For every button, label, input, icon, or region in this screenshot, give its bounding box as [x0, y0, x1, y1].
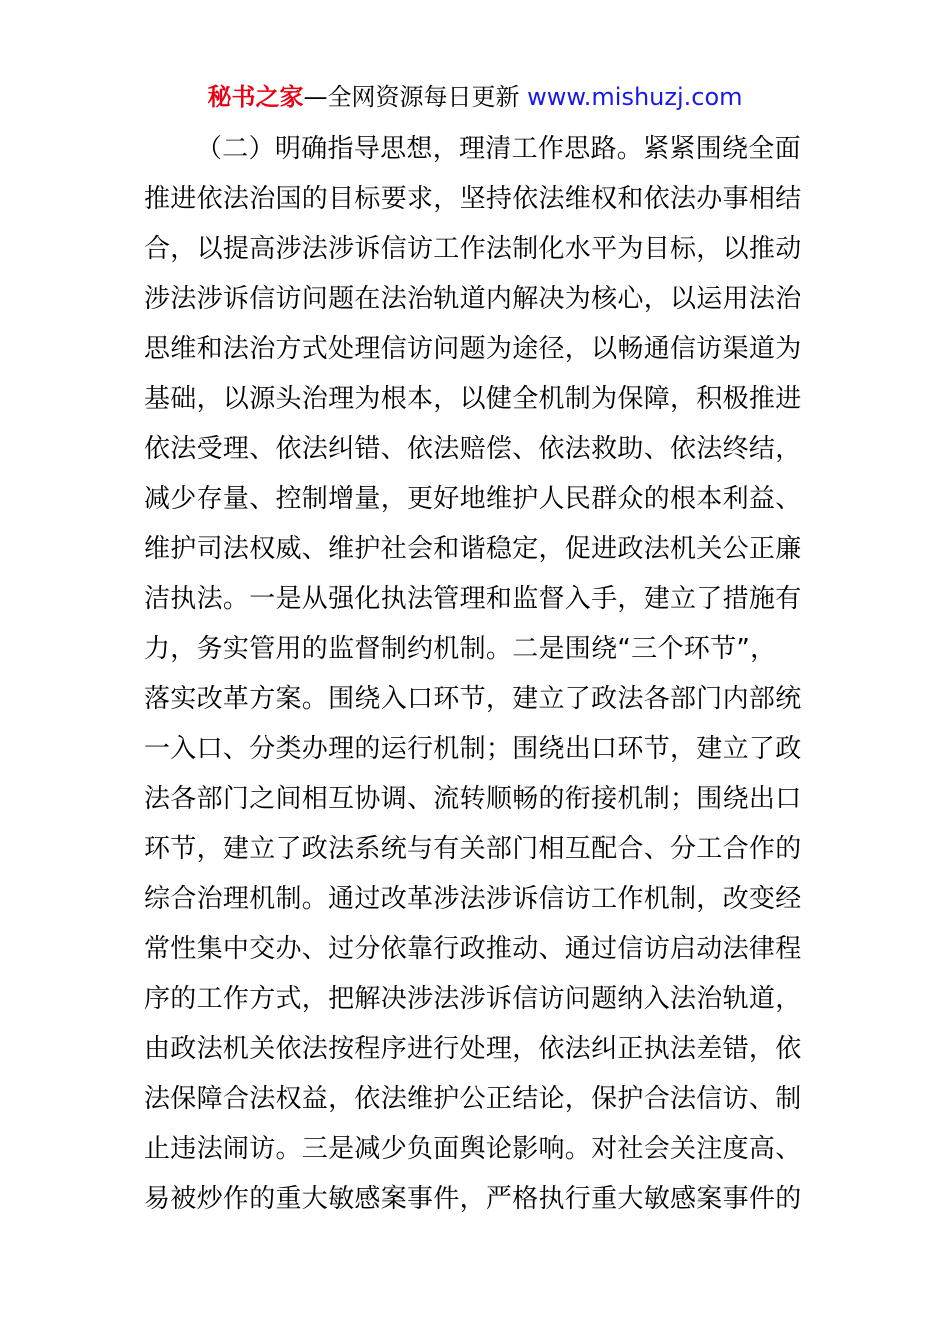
paragraph-line: 由政法机关依法按程序进行处理，依法纠正执法差错，依 [144, 1034, 802, 1064]
paragraph-line: 环节，建立了政法系统与有关部门相互配合、分工合作的 [144, 834, 802, 864]
paragraph-line: 止违法闹访。三是减少负面舆论影响。对社会关注度高、 [144, 1134, 802, 1164]
paragraph-line: 推进依法治国的目标要求，坚持依法维权和依法办事相结 [144, 184, 802, 214]
paragraph-line: 一入口、分类办理的运行机制；围绕出口环节，建立了政 [144, 734, 802, 764]
paragraph-line: 减少存量、控制增量，更好地维护人民群众的根本利益、 [144, 484, 802, 514]
site-url-link[interactable]: www.mishuzj.com [527, 83, 743, 111]
paragraph-line: 基础，以源头治理为根本，以健全机制为保障，积极推进 [144, 384, 802, 414]
paragraph-line: 依法受理、依法纠错、依法赔偿、依法救助、依法终结， [144, 434, 802, 464]
paragraph-line: 综合治理机制。通过改革涉法涉诉信访工作机制，改变经 [144, 884, 802, 914]
paragraph-line: 常性集中交办、过分依靠行政推动、通过信访启动法律程 [144, 934, 802, 964]
paragraph-line: 维护司法权威、维护社会和谐稳定，促进政法机关公正廉 [144, 534, 802, 564]
document-body [144, 124, 814, 1224]
paragraph-line: 合，以提高涉法涉诉信访工作法制化水平为目标，以推动 [144, 234, 802, 264]
paragraph-line: 易被炒作的重大敏感案事件，严格执行重大敏感案事件的 [144, 1184, 802, 1214]
paragraph-line: 涉法涉诉信访问题在法治轨道内解决为核心，以运用法治 [144, 284, 802, 314]
paragraph-line: （二）明确指导思想，理清工作思路。紧紧围绕全面 [196, 134, 801, 164]
site-brand: 秘书之家 [207, 83, 304, 111]
site-tagline: —全网资源每日更新 [303, 83, 528, 111]
paragraph-line: 洁执法。一是从强化执法管理和监督入手，建立了措施有 [144, 584, 802, 614]
paragraph-line: 法保障合法权益，依法维护公正结论，保护合法信访、制 [144, 1084, 802, 1114]
paragraph-line: 力，务实管用的监督制约机制。二是围绕“三个环节”， [144, 634, 777, 664]
paragraph-line: 序的工作方式，把解决涉法涉诉信访问题纳入法治轨道， [144, 984, 802, 1014]
paragraph-line: 法各部门之间相互协调、流转顺畅的衔接机制；围绕出口 [144, 784, 802, 814]
site-header [0, 80, 950, 114]
paragraph-line: 落实改革方案。围绕入口环节，建立了政法各部门内部统 [144, 684, 802, 714]
paragraph-line: 思维和法治方式处理信访问题为途径，以畅通信访渠道为 [144, 334, 802, 364]
